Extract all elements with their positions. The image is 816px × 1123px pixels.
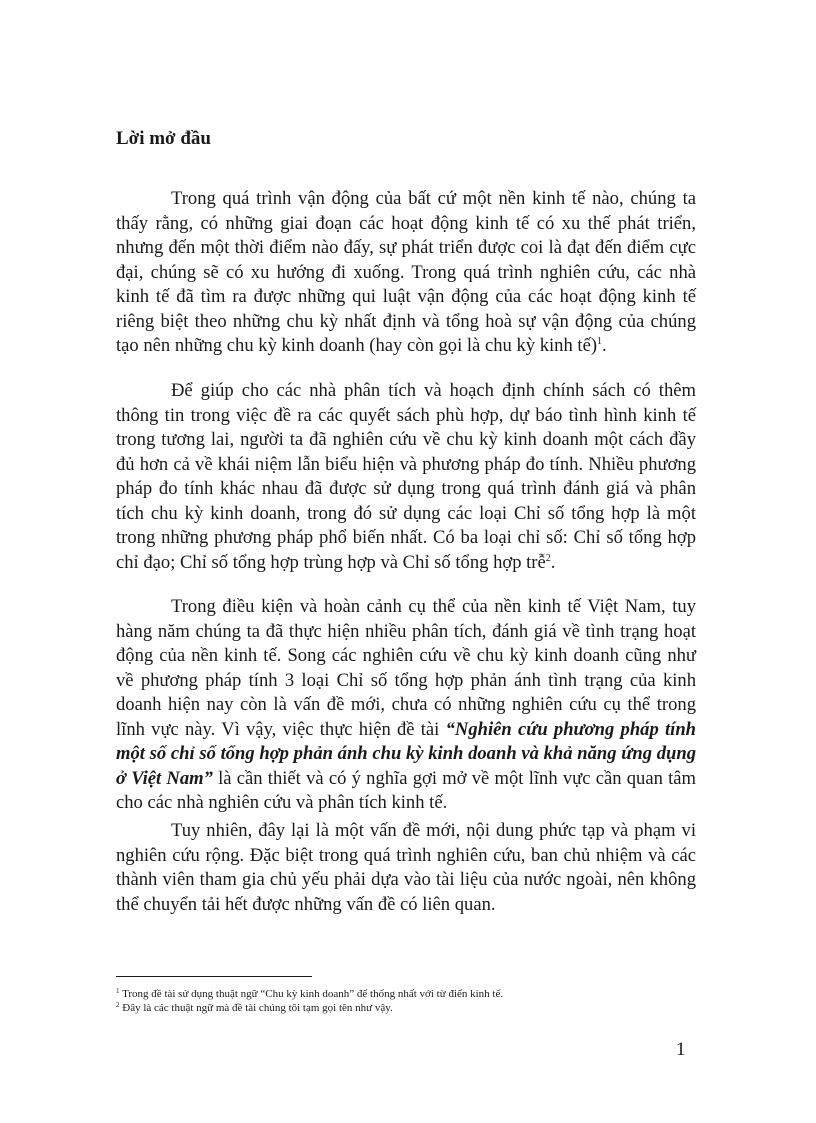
paragraph-1-text: Trong quá trình vận động của bất cứ một nền kinh tế nào, chúng ta thấy rằng, có những giai đoạn các hoạt động kinh tế có xu thế phát triển, nhưng đến một thời điểm nào đấy, sự phát triển được coi là đạt đến điểm cực đại, chúng sẽ có xu hướng đi xuống. Trong quá trình nghiên cứu, các nhà kinh tế đã tìm ra được những qui luật vận động của các hoạt động kinh tế riêng biệt theo những chu kỳ nhất định và tổng hoà sự vận động của chúng tạo nên những chu kỳ kinh doanh (hay còn gọi là chu kỳ kinh tế) xyxy=(116,188,696,356)
footnote-separator xyxy=(116,976,312,977)
paragraph-3-outro: là cần thiết và có ý nghĩa gợi mở về một lĩnh vực cần quan tâm cho các nhà nghiên cứu và phân tích kinh tế. xyxy=(116,767,696,813)
footnote-1 xyxy=(116,987,696,1001)
page-heading: Lời mở đầu xyxy=(116,128,211,149)
paragraph-3 xyxy=(116,595,696,816)
paragraph-2 xyxy=(116,379,696,575)
paragraph-1-end: . xyxy=(602,335,607,356)
paragraph-3-intro: Trong điều kiện và hoàn cảnh cụ thể của nền kinh tế Việt Nam, tuy hàng năm chúng ta đã thực hiện nhiều phân tích, đánh giá về tình trạng hoạt động của nền kinh tế. Song các nghiên cứu về chu kỳ kinh doanh cũng như về phương pháp tính 3 loại Chỉ số tổng hợp phản ánh tình trạng của kinh doanh hiện nay còn là vấn đề mới, chưa có những nghiên cứu cụ thể trong lĩnh vực này. Vì vậy, việc thực hiện đề tài xyxy=(116,596,696,740)
page-number: 1 xyxy=(676,1039,686,1060)
project-title: “Nghiên cứu phương pháp tính một số chỉ số tổng hợp phản ánh chu kỳ kinh doanh và khả năng ứng dụng ở Việt Nam” xyxy=(116,718,697,789)
paragraph-2-text: Để giúp cho các nhà phân tích và hoạch định chính sách có thêm thông tin trong việc đề ra các quyết sách phù hợp, dự báo tình hình kinh tế trong tương lai, người ta đã nghiên cứu về chu kỳ kinh doanh một cách đầy đủ hơn cả về khái niệm lẫn biểu hiện và phương pháp đo tính. Nhiều phương pháp đo tính khác nhau đã được sử dụng trong quá trình đánh giá và phân tích chu kỳ kinh doanh, trong đó sử dụng các loại Chỉ số tổng hợp là một trong những phương pháp phổ biến nhất. Có ba loại chỉ số: Chỉ số tổng hợp chỉ đạo; Chỉ số tổng hợp trùng hợp và Chỉ số tổng hợp trễ xyxy=(116,380,696,573)
footnote-ref-1[interactable]: 1 xyxy=(597,336,603,347)
footnote-ref-2[interactable]: 2 xyxy=(545,552,551,564)
footnote-mark-2: 2 xyxy=(116,1001,120,1009)
footnote-2-text: Đây là các thuật ngữ mà đề tài chúng tôi tạm gọi tên như vậy. xyxy=(122,1002,393,1014)
footnote-mark-1: 1 xyxy=(116,987,120,995)
footnote-1-text: Trong đề tài sử dụng thuật ngữ “Chu kỳ kinh doanh” để thống nhất với từ điển kinh tế. xyxy=(122,988,504,1000)
paragraph-1 xyxy=(116,187,696,359)
footnote-2 xyxy=(116,1001,696,1015)
paragraph-2-end: . xyxy=(550,551,556,573)
footnotes xyxy=(116,987,696,1015)
paragraph-4: Tuy nhiên, đây lại là một vấn đề mới, nội dung phức tạp và phạm vi nghiên cứu rộng. Đặc biệt trong quá trình nghiên cứu, ban chủ nhiệm và các thành viên tham gia chủ yếu phải dựa vào tài liệu của nước ngoài, nên không thể chuyển tải hết được những vấn đề có liên quan. xyxy=(116,820,696,915)
